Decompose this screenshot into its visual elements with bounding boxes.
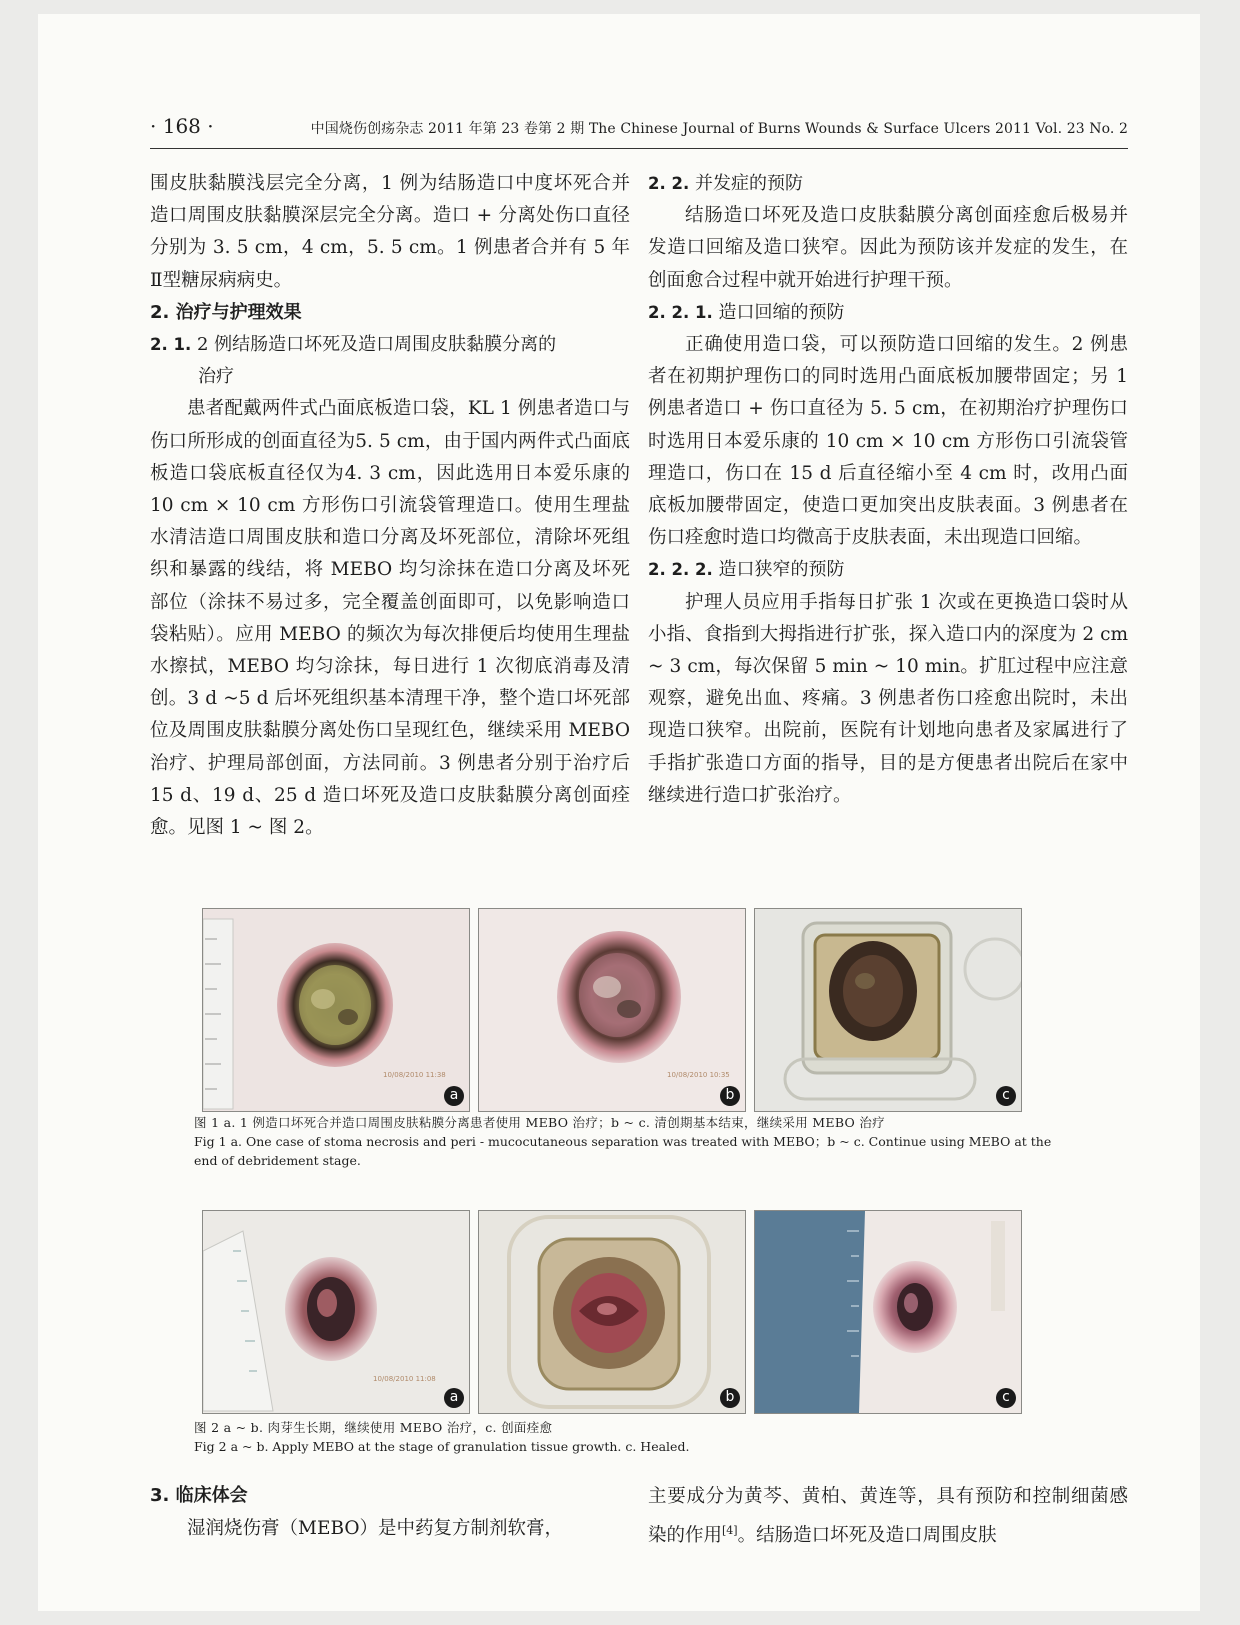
caption-english: Fig 1 a. One case of stoma necrosis and peri - mucocutaneous separation was treated with MEBO；b ~ c. Continue using MEBO at the end of debridement stage. bbox=[194, 1134, 1052, 1168]
section-title: 2 例结肠造口坏死及造口周围皮肤黏膜分离的 bbox=[196, 334, 557, 356]
figure-2-caption bbox=[194, 1418, 1064, 1456]
figure-1-photo-a bbox=[202, 908, 470, 1112]
section-number: 2. 1. bbox=[150, 335, 192, 355]
paragraph-complications: 结肠造口坏死及造口皮肤黏膜分离创面痊愈后极易并发造口回缩及造口狭窄。因此为预防该并发症的发生，在创面愈合过程中就开始进行护理干预。 bbox=[648, 205, 1128, 291]
panel-label: a bbox=[444, 1086, 464, 1106]
caption-english: Fig 2 a ~ b. Apply MEBO at the stage of granulation tissue growth. c. Healed. bbox=[194, 1439, 690, 1454]
right-column bbox=[648, 168, 1128, 812]
figure-2-photo-b bbox=[478, 1210, 746, 1414]
wound-photo bbox=[755, 1211, 1021, 1413]
figure-2-photo-c bbox=[754, 1210, 1022, 1414]
section-3-left bbox=[150, 1480, 630, 1546]
wound-photo bbox=[203, 1211, 469, 1413]
section-number: 2. 2. bbox=[648, 174, 690, 193]
figure-1-caption bbox=[194, 1113, 1064, 1170]
wound-photo bbox=[203, 909, 469, 1111]
panel-label: c bbox=[996, 1086, 1016, 1106]
running-header bbox=[150, 112, 1128, 149]
paragraph-retraction-prevention: 正确使用造口袋，可以预防造口回缩的发生。2 例患者在初期护理伤口的同时选用凸面底板加腰带固定；另 1 例患者造口 + 伤口直径为 5. 5 cm，在初期治疗护理伤口时选用日本爱乐康的 10 cm × 10 cm 方形伤口引流袋管理造口，伤口在 15 d 后直径缩小至 4 cm 时，改用凸面底板加腰带固定，使造口更加突出皮肤表面。3 例患者在伤口痊愈时造口均微高于皮肤表面，未出现造口回缩。 bbox=[648, 334, 1128, 549]
caption-chinese: 图 2 a ~ b. 肉芽生长期，继续使用 MEBO 治疗，c. 创面痊愈 bbox=[194, 1420, 553, 1435]
figure-1 bbox=[202, 908, 1022, 1112]
section-3-heading: 3. 临床体会 bbox=[150, 1485, 248, 1506]
section-2-1-heading bbox=[150, 329, 630, 393]
section-3-right bbox=[648, 1480, 1128, 1553]
reference-citation[interactable]: [4] bbox=[722, 1524, 738, 1537]
figure-1-photo-b bbox=[478, 908, 746, 1112]
figure-1-photo-c bbox=[754, 908, 1022, 1112]
panel-label: b bbox=[720, 1388, 740, 1408]
paragraph-mebo-ingredients bbox=[648, 1480, 1128, 1553]
text-segment: 主要成分为黄芩、黄柏、黄连等，具有预防和控制细菌感染的作用 bbox=[648, 1486, 1128, 1547]
figure-2 bbox=[202, 1210, 1022, 1414]
figure-2-photo-a bbox=[202, 1210, 470, 1414]
section-title: 造口狭窄的预防 bbox=[718, 559, 845, 581]
page-number: · 168 · bbox=[150, 114, 214, 138]
section-2-heading: 2. 治疗与护理效果 bbox=[150, 301, 302, 323]
section-title: 并发症的预防 bbox=[694, 173, 803, 194]
photo-date-stamp: 10/08/2010 10:35 bbox=[667, 1071, 730, 1079]
section-2-2-2-heading bbox=[648, 554, 1128, 586]
panel-label: b bbox=[720, 1086, 740, 1106]
photo-date-stamp: 10/08/2010 11:38 bbox=[383, 1071, 446, 1079]
running-title: 中国烧伤创疡杂志 2011 年第 23 卷第 2 期 The Chinese Journal of Burns Wounds & Surface Ulcers 2011 Vol. 23 No. 2 bbox=[310, 121, 1128, 137]
paragraph-case-description: 围皮肤黏膜浅层完全分离，1 例为结肠造口中度坏死合并造口周围皮肤黏膜深层完全分离。造口 + 分离处伤口直径分别为 3. 5 cm，4 cm，5. 5 cm。1 例患者合并有 5 年Ⅱ型糖尿病病史。 bbox=[150, 173, 630, 291]
caption-chinese: 图 1 a. 1 例造口坏死合并造口周围皮肤粘膜分离患者使用 MEBO 治疗；b ~ c. 清创期基本结束，继续采用 MEBO 治疗 bbox=[194, 1115, 885, 1130]
wound-photo bbox=[479, 909, 745, 1111]
section-title-continued: 治疗 bbox=[198, 366, 234, 388]
paragraph-treatment: 患者配戴两件式凸面底板造口袋，KL 1 例患者造口与伤口所形成的创面直径为5. 5 cm，由于国内两件式凸面底板造口袋底板直径仅为4. 3 cm，因此选用日本爱乐康的 10 cm × 10 cm 方形伤口引流袋管理造口。使用生理盐水清洁造口周围皮肤和造口分离及坏死部位，清除坏死组织和暴露的线结，将 MEBO 均匀涂抹在造口分离及坏死部位（涂抹不易过多，完全覆盖创面即可，以免影响造口袋粘贴）。应用 MEBO 的频次为每次排便后均使用生理盐水擦拭，MEBO 均匀涂抹，每日进行 1 次彻底消毒及清创。3 d ~5 d 后坏死组织基本清理干净，整个造口坏死部位及周围皮肤黏膜分离处伤口呈现红色，继续采用 MEBO 治疗、护理局部创面，方法同前。3 例患者分别于治疗后 15 d、19 d、25 d 造口坏死及造口皮肤黏膜分离创面痊愈。见图 1 ~ 图 2。 bbox=[150, 398, 630, 839]
panel-label: c bbox=[996, 1388, 1016, 1408]
wound-photo bbox=[479, 1211, 745, 1413]
left-column bbox=[150, 168, 630, 844]
section-title: 造口回缩的预防 bbox=[718, 301, 845, 323]
wound-photo bbox=[755, 909, 1021, 1111]
paragraph-mebo-intro: 湿润烧伤膏（MEBO）是中药复方制剂软膏， bbox=[187, 1518, 564, 1540]
paragraph-stenosis-prevention: 护理人员应用手指每日扩张 1 次或在更换造口袋时从小指、食指到大拇指进行扩张，探入造口内的深度为 2 cm ~ 3 cm，每次保留 5 min ~ 10 min。扩肛过程中应注意观察，避免出血、疼痛。3 例患者伤口痊愈出院时，未出现造口狭窄。出院前，医院有计划地向患者及家属进行了手指扩张造口方面的指导，目的是方便患者出院后在家中继续进行造口扩张治疗。 bbox=[648, 591, 1128, 806]
section-2-2-heading bbox=[648, 168, 1128, 200]
section-number: 2. 2. 2. bbox=[648, 560, 713, 580]
section-number: 2. 2. 1. bbox=[648, 302, 713, 322]
text-segment: 。结肠造口坏死及造口周围皮肤 bbox=[737, 1525, 997, 1547]
section-2-2-1-heading bbox=[648, 297, 1128, 329]
panel-label: a bbox=[444, 1388, 464, 1408]
photo-date-stamp: 10/08/2010 11:08 bbox=[373, 1375, 436, 1383]
